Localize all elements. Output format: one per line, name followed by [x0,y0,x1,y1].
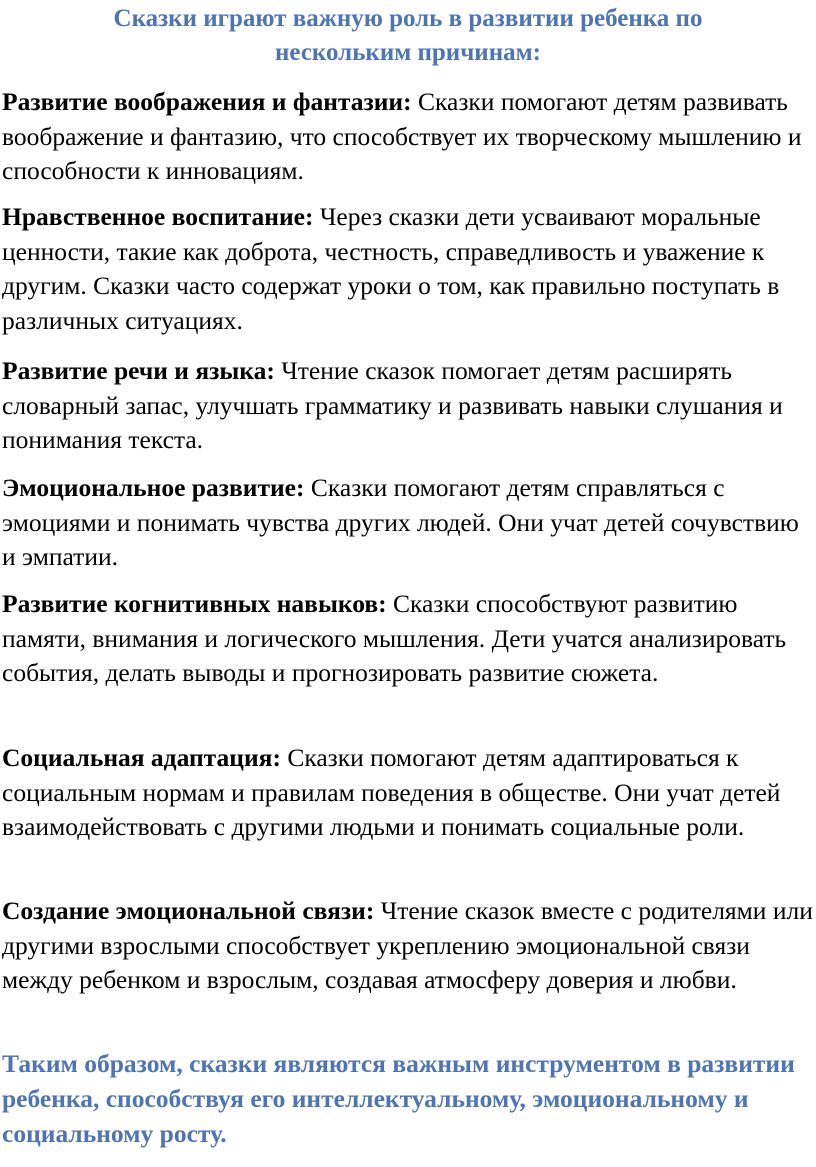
conclusion-paragraph: Таким образом, сказки являются важным инструментом в развитии ребенка, способствуя его интеллектуальному, эмоциональному и социальному росту. [2,1049,795,1148]
heading-line-2: нескольким причинам: [275,39,541,66]
heading-line-1: Сказки играют важную роль в развитии ребенка по [113,5,703,32]
reason-paragraph-imagination [2,85,814,189]
reason-paragraph-cognitive [2,587,814,691]
reason-title: Социальная адаптация: [2,743,281,772]
reason-title: Развитие когнитивных навыков: [2,589,387,618]
reason-text: Сказки помогают детям развивать воображение и фантазию, что способствует их творческому мышлению и способности к инновациям. [2,87,802,185]
reason-text: Через сказки дети усваивают моральные ценности, такие как доброта, честность, справедливость и уважение к другим. Сказки часто содержат уроки о том, как правильно поступать в различных ситуациях. [2,202,780,335]
reason-text: Чтение сказок вместе с родителями или другими взрослыми способствует укреплению эмоциональной связи между ребенком и взрослым, создавая атмосферу доверия и любви. [2,896,813,994]
document-heading [0,2,816,70]
reason-text: Сказки способствуют развитию памяти, внимания и логического мышления. Дети учатся анализировать события, делать выводы и прогнозировать развитие сюжета. [2,589,787,687]
reason-title: Создание эмоциональной связи: [2,896,375,925]
reason-paragraph-speech [2,354,814,458]
reason-paragraph-emotional [2,471,814,575]
reason-paragraph-moral [2,200,814,338]
reason-title: Развитие воображения и фантазии: [2,87,412,116]
reason-title: Развитие речи и языка: [2,356,275,385]
reason-paragraph-social [2,741,814,845]
reason-text: Сказки помогают детям справляться с эмоциями и понимать чувства других людей. Они учат детей сочувствию и эмпатии. [2,473,799,571]
reason-title: Нравственное воспитание: [2,202,314,231]
reason-text: Сказки помогают детям адаптироваться к социальным нормам и правилам поведения в обществе. Они учат детей взаимодействовать с другими людьми и понимать социальные роли. [2,743,781,841]
reason-paragraph-bonding [2,894,814,998]
reason-text: Чтение сказок помогает детям расширять словарный запас, улучшать грамматику и развивать навыки слушания и понимания текста. [2,356,783,454]
reason-title: Эмоциональное развитие: [2,473,305,502]
